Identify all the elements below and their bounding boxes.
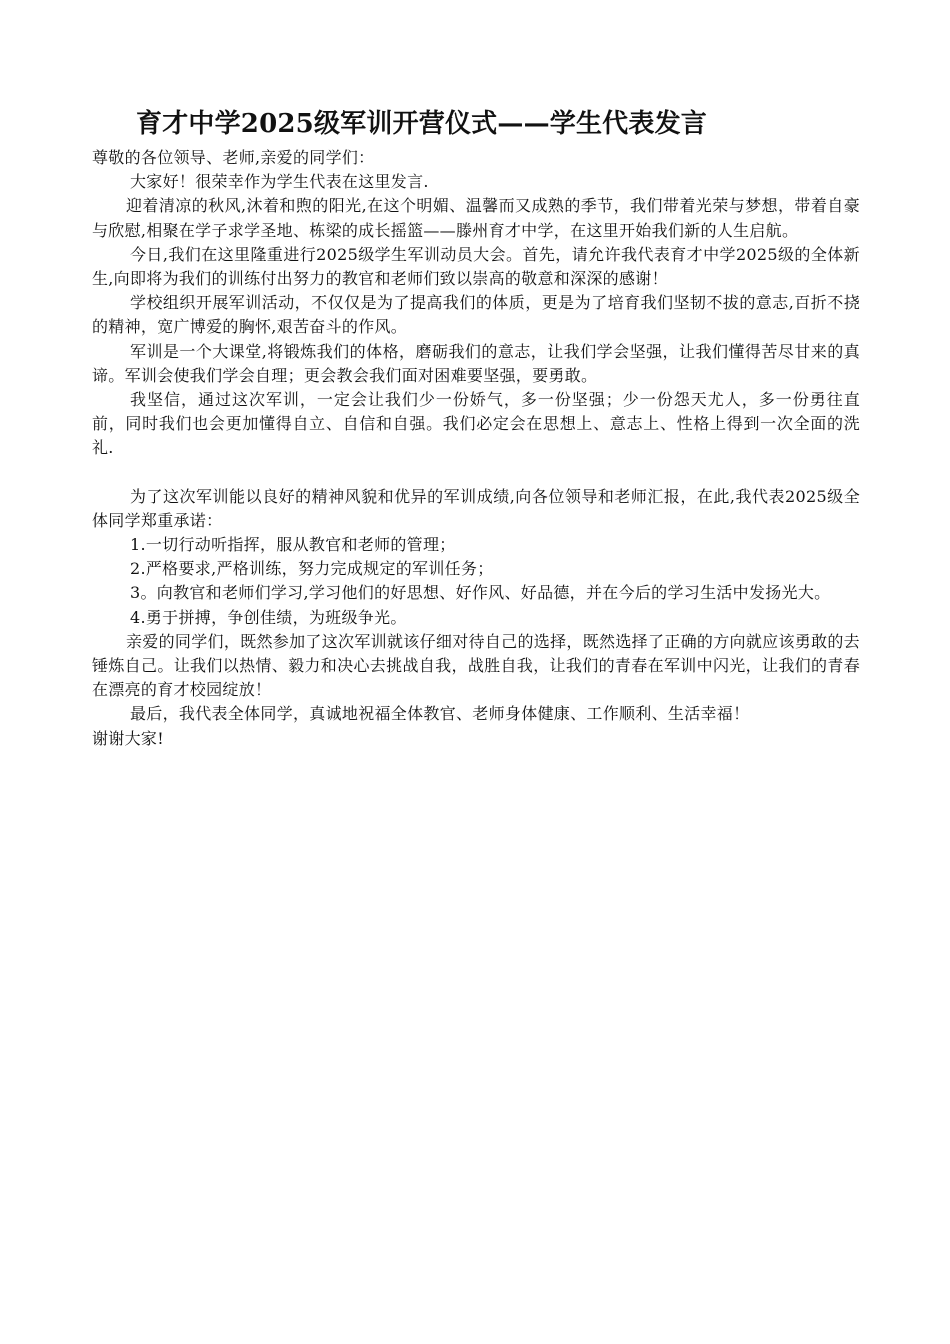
pledge-item-4: 4.勇于拼搏，争创佳绩，为班级争光。 (130, 607, 407, 627)
pledge-item-1: 1.一切行动听指挥，服从教官和老师的管理； (130, 535, 456, 555)
paragraph-1: 大家好！很荣幸作为学生代表在这里发言. (130, 172, 429, 192)
greeting: 尊敬的各位领导、老师,亲爱的同学们： (92, 148, 375, 167)
thanks-line: 谢谢大家! (92, 728, 164, 748)
paragraph-6: 我坚信，通过这次军训，一定会让我们少一份娇气，多一份坚强；少一份怨天尤人，多一份勇往直前，同时我们也会更加懂得自立、自信和自强。我们必定会在思想上、意志上、性格上得到一次全面的洗礼. (92, 390, 860, 458)
blank-line (92, 461, 860, 485)
document-title: 育才中学2025级军训开营仪式——学生代表发言 (136, 109, 707, 139)
closing-paragraph-1: 亲爱的同学们，既然参加了这次军训就该仔细对待自己的选择，既然选择了正确的方向就应该勇敢的去锤炼自己。让我们以热情、毅力和决心去挑战自我，战胜自我，让我们的青春在军训中闪光，让我们的青春在漂亮的育才校园绽放！ (92, 631, 860, 700)
paragraph-5: 军训是一个大课堂,将锻炼我们的体格，磨砺我们的意志，让我们学会坚强，让我们懂得苦尽甘来的真谛。军训会使我们学会自理；更会教会我们面对困难要坚强，要勇敢。 (92, 341, 860, 385)
paragraph-4: 学校组织开展军训活动，不仅仅是为了提高我们的体质，更是为了培育我们坚韧不拔的意志,百折不挠的精神，宽广博爱的胸怀,艰苦奋斗的作风。 (92, 293, 860, 337)
paragraph-2: 迎着清凉的秋风,沐着和煦的阳光,在这个明媚、温馨而又成熟的季节，我们带着光荣与梦想，带着自豪与欣慰,相聚在学子求学圣地、栋梁的成长摇篮——滕州育才中学，在这里开始我们新的人生启航。 (92, 196, 860, 240)
closing-paragraph-2: 最后，我代表全体同学，真诚地祝福全体教官、老师身体健康、工作顺利、生活幸福！ (130, 704, 750, 724)
paragraph-3: 今日,我们在这里隆重进行2025级学生军训动员大会。首先，请允许我代表育才中学2025级的全体新生,向即将为我们的训练付出努力的教官和老师们致以崇高的敬意和深深的感谢！ (92, 244, 860, 289)
document-page (92, 104, 860, 751)
pledge-intro: 为了这次军训能以良好的精神风貌和优异的军训成绩,向各位领导和老师汇报，在此,我代表2025级全体同学郑重承诺： (92, 486, 860, 530)
pledge-item-2: 2.严格要求,严格训练，努力完成规定的军训任务； (130, 559, 494, 579)
pledge-item-3: 3。向教官和老师们学习,学习他们的好思想、好作风、好品德，并在今后的学习生活中发扬光大。 (130, 583, 831, 603)
